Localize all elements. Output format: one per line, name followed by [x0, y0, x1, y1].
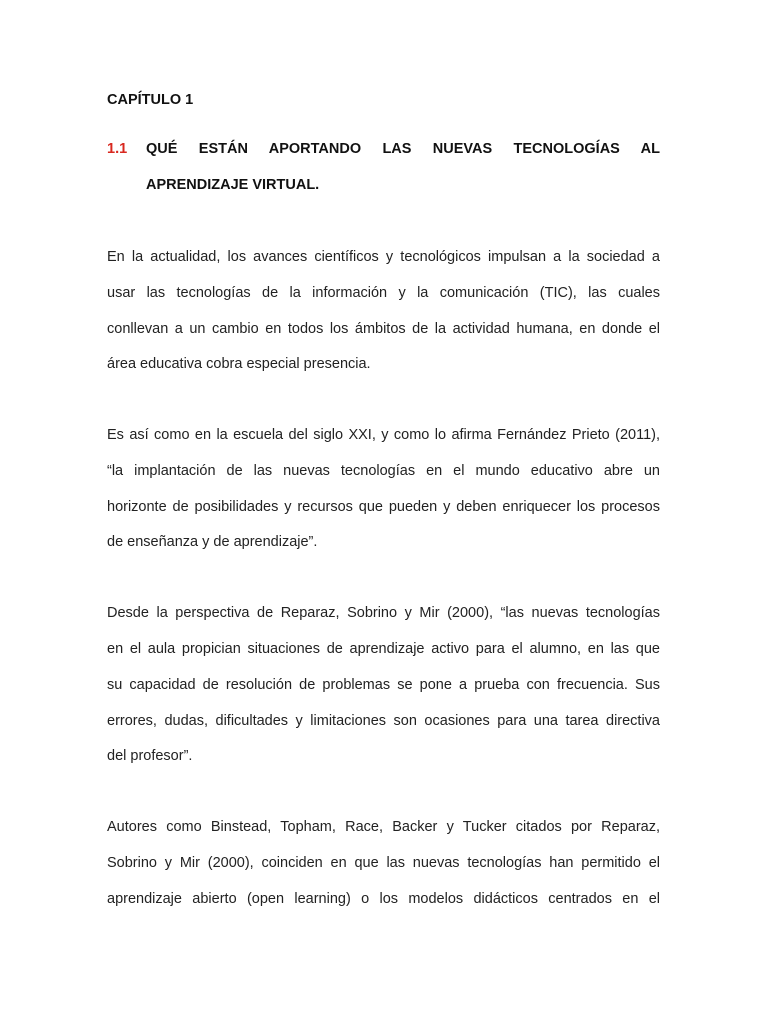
paragraph-line: de enseñanza y de aprendizaje”. — [107, 534, 318, 550]
paragraph-line: área educativa cobra especial presencia. — [107, 356, 371, 372]
section-number: 1.1 — [107, 141, 128, 157]
paragraph-line: Autores como Binstead, Topham, Race, Backer y Tucker citados por Reparaz, — [107, 819, 660, 835]
paragraph-line: su capacidad de resolución de problemas se pone a prueba con frecuencia. Sus — [107, 677, 660, 693]
paragraph-line: usar las tecnologías de la información y la comunicación (TIC), las cuales — [107, 285, 660, 301]
chapter-heading: CAPÍTULO 1 — [107, 92, 194, 108]
paragraph-line: conllevan a un cambio en todos los ámbitos de la actividad humana, en donde el — [107, 321, 660, 337]
section-title-line: APRENDIZAJE VIRTUAL. — [146, 177, 320, 193]
paragraph-line: Desde la perspectiva de Reparaz, Sobrino y Mir (2000), “las nuevas tecnologías — [107, 605, 660, 621]
paragraph-line: errores, dudas, dificultades y limitaciones son ocasiones para una tarea directiva — [107, 713, 660, 729]
paragraph-line: Sobrino y Mir (2000), coinciden en que las nuevas tecnologías han permitido el — [107, 855, 660, 871]
section-title-line: QUÉ ESTÁN APORTANDO LAS NUEVAS TECNOLOGÍAS AL — [146, 141, 660, 157]
paragraph-line: aprendizaje abierto (open learning) o los modelos didácticos centrados en el — [107, 891, 660, 907]
paragraph-line: En la actualidad, los avances científicos y tecnológicos impulsan a la sociedad a — [107, 249, 660, 265]
paragraph-line: horizonte de posibilidades y recursos que pueden y deben enriquecer los procesos — [107, 499, 660, 515]
paragraph-line: del profesor”. — [107, 748, 193, 764]
paragraph-line: Es así como en la escuela del siglo XXI, y como lo afirma Fernández Prieto (2011), — [107, 427, 660, 443]
paragraph-line: en el aula propician situaciones de aprendizaje activo para el alumno, en las que — [107, 641, 660, 657]
paragraph-line: “la implantación de las nuevas tecnologías en el mundo educativo abre un — [107, 463, 660, 479]
